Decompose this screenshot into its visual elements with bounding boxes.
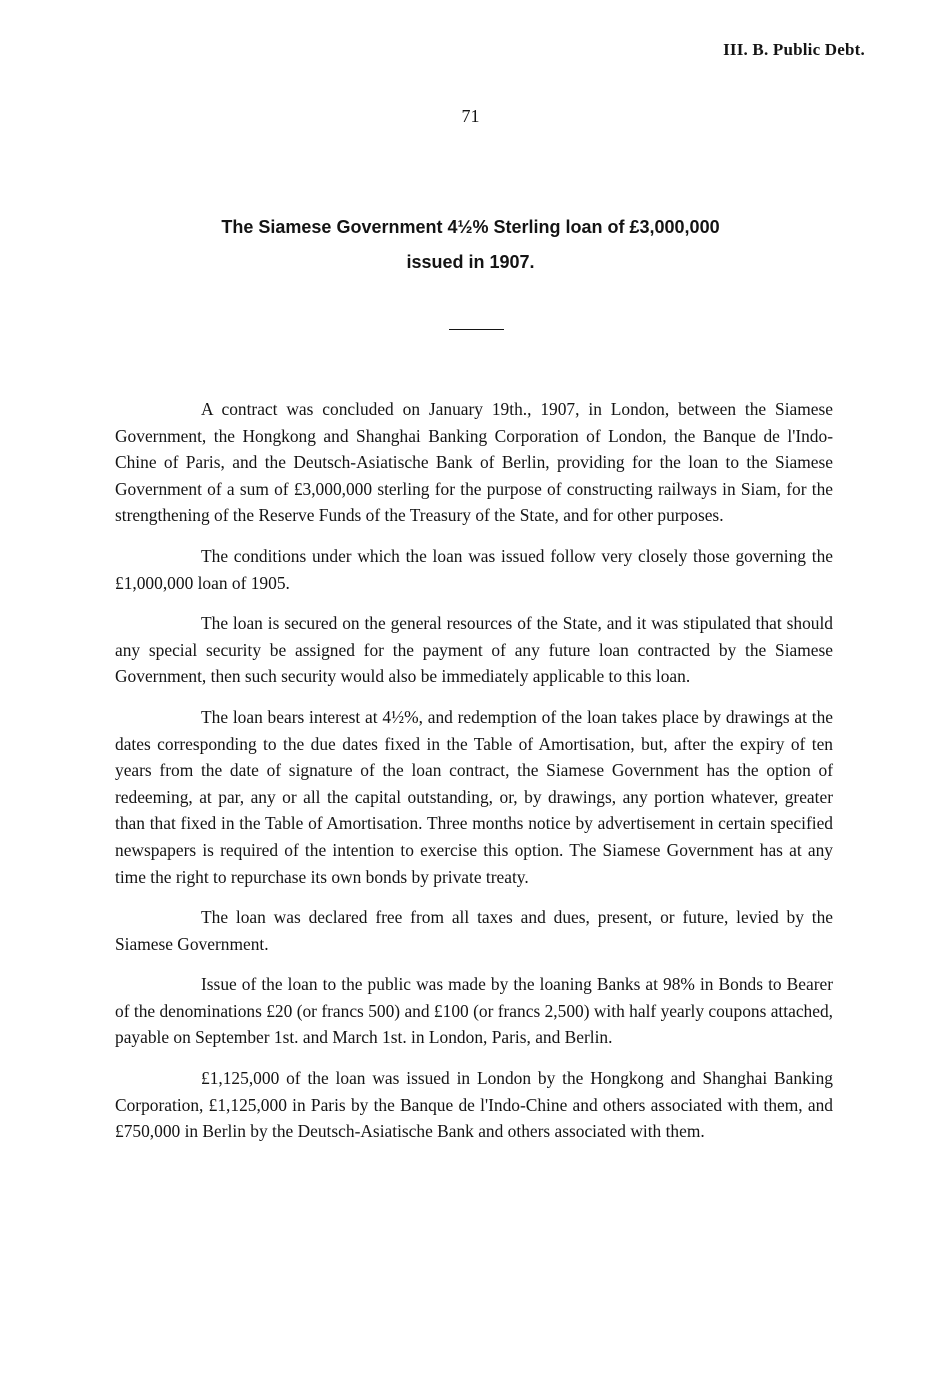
- title-divider: [449, 329, 504, 330]
- paragraph-security: The loan is secured on the general resources of the State, and it was stipulated that should any special security be assigned for the payment of any future loan contracted by the Siamese Government, then such security would also be immediately applicable to this loan.: [115, 613, 833, 687]
- paragraph-distribution: £1,125,000 of the loan was issued in London by the Hongkong and Shanghai Banking Corporation, £1,125,000 in Paris by the Banque de l'Indo-Chine and others associated with them, and £750,000 in Berlin by the Deutsch-Asiatische Bank and others associated with them.: [115, 1068, 833, 1142]
- page-number: 71: [461, 106, 480, 126]
- paragraph-contract: A contract was concluded on January 19th., 1907, in London, between the Siamese Government, the Hongkong and Shanghai Banking Corporation of London, the Banque de l'Indo-Chine of Paris, and the Deutsch-Asiatische Bank of Berlin, providing for the loan to the Siamese Government of a sum of £3,000,000 sterling for the purpose of constructing railways in Siam, for the strengthening of the Reserve Funds of the Treasury of the State, and for other purposes.: [115, 399, 833, 526]
- paragraph-issue: Issue of the loan to the public was made by the loaning Banks at 98% in Bonds to Bearer of the denominations £20 (or francs 500) and £100 (or francs 2,500) with half yearly coupons attached, payable on September 1st. and March 1st. in London, Paris, and Berlin.: [115, 974, 833, 1048]
- paragraph-conditions: The conditions under which the loan was issued follow very closely those governing the £1,000,000 loan of 1905.: [115, 545, 833, 593]
- paragraph-taxes: The loan was declared free from all taxes and dues, present, or future, levied by the Siamese Government.: [115, 907, 833, 954]
- document-body: [115, 396, 833, 1159]
- document-title: [0, 210, 941, 280]
- title-line-2: issued in 1907.: [406, 252, 535, 272]
- title-line-1: The Siamese Government 4½% Sterling loan of £3,000,000: [221, 217, 720, 237]
- section-header: III. B. Public Debt.: [723, 40, 865, 59]
- paragraph-interest: The loan bears interest at 4½%, and redemption of the loan takes place by drawings at the dates corresponding to the due dates fixed in the Table of Amortisation, but, after the expiry of ten years from the date of signature of the loan contract, the Siamese Government has the option of redeeming, at par, any or all the capital outstanding, or, by drawings, any portion whatever, greater than that fixed in the Table of Amortisation. Three months notice by advertisement in certain specified newspapers is required of the intention to exercise this option. The Siamese Government has at any time the right to repurchase its own bonds by private treaty.: [115, 706, 833, 887]
